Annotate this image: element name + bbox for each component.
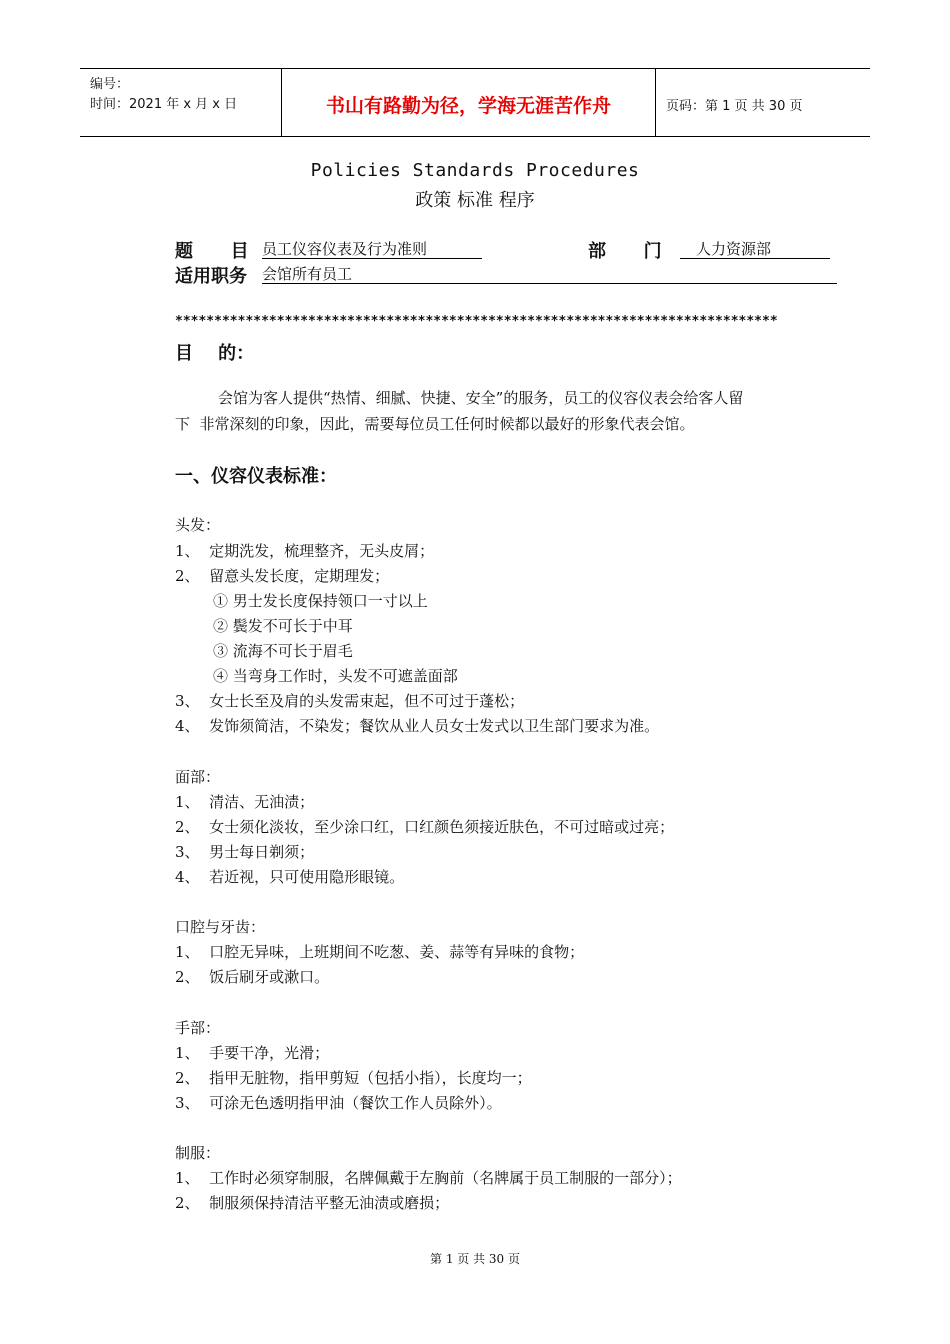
subject-value: 员工仪容仪表及行为准则 <box>262 238 482 259</box>
list-item: 2、 饭后刷牙或漱口。 <box>175 968 330 986</box>
list-item: 1、 手要干净，光滑； <box>175 1044 330 1062</box>
list-item: ① 男士发长度保持领口一寸以上 <box>213 592 428 610</box>
divider-stars: ***************************************************************************** <box>175 314 778 329</box>
hands-title: 手部： <box>175 1019 221 1037</box>
header-center-cell <box>281 69 656 136</box>
scope-label: 适用职务 <box>175 266 247 287</box>
purpose-heading: 目 的： <box>175 343 255 364</box>
mouth-title: 口腔与牙齿： <box>175 918 266 936</box>
purpose-text-line1: 会馆为客人提供“热情、细腻、快捷、安全”的服务，员工的仪容仪表会给客人留 <box>218 389 744 407</box>
page-label: 页码：第 1 页 共 30 页 <box>666 99 803 114</box>
page-footer: 第 1 页 共 30 页 <box>430 1252 520 1266</box>
list-item: 4、 发饰须简洁，不染发；餐饮从业人员女士发式以卫生部门要求为准。 <box>175 717 660 735</box>
list-item: 3、 女士长至及肩的头发需束起，但不可过于蓬松； <box>175 692 525 710</box>
header-table <box>80 68 870 137</box>
list-item: 3、 男士每日剃须； <box>175 843 315 861</box>
dept-label: 部 门 <box>588 241 662 262</box>
section1-heading: 一、仪容仪表标准： <box>175 466 337 487</box>
list-item: 2、 制服须保持清洁平整无油渍或磨损； <box>175 1194 450 1212</box>
list-item: 4、 若近视，只可使用隐形眼镜。 <box>175 868 405 886</box>
number-label: 编号： <box>90 77 130 92</box>
header-right-cell <box>656 69 870 136</box>
motto: 书山有路勤为径，学海无涯苦作舟 <box>325 95 611 117</box>
list-item: ③ 流海不可长于眉毛 <box>213 642 353 660</box>
uniform-title: 制服： <box>175 1144 221 1162</box>
title-english: Policies Standards Procedures <box>310 160 640 181</box>
title-chinese: 政策 标准 程序 <box>415 190 535 211</box>
face-title: 面部： <box>175 768 221 786</box>
list-item: 1、 清洁、无油渍； <box>175 793 315 811</box>
list-item: 2、 指甲无脏物，指甲剪短（包括小指），长度均一； <box>175 1069 532 1087</box>
scope-value: 会馆所有员工 <box>262 263 837 284</box>
list-item: 2、 留意头发长度，定期理发； <box>175 567 390 585</box>
hair-title: 头发： <box>175 516 221 534</box>
list-item: 1、 口腔无异味，上班期间不吃葱、姜、蒜等有异味的食物； <box>175 943 585 961</box>
list-item: 3、 可涂无色透明指甲油（餐饮工作人员除外）。 <box>175 1094 502 1112</box>
subject-label: 题 目 <box>175 241 249 262</box>
date-label: 时间：2021 年 x 月 x 日 <box>90 97 238 112</box>
list-item: 1、 工作时必须穿制服，名牌佩戴于左胸前（名牌属于员工制服的一部分）； <box>175 1169 682 1187</box>
purpose-text-line2: 下 非常深刻的印象，因此，需要每位员工任何时候都以最好的形象代表会馆。 <box>175 415 695 433</box>
list-item: 2、 女士须化淡妆，至少涂口红，口红颜色须接近肤色，不可过暗或过亮； <box>175 818 675 836</box>
list-item: ④ 当弯身工作时，头发不可遮盖面部 <box>213 667 458 685</box>
dept-value: 人力资源部 <box>680 238 830 259</box>
list-item: 1、 定期洗发，梳理整齐，无头皮屑； <box>175 542 435 560</box>
header-left-cell <box>80 69 280 136</box>
list-item: ② 鬓发不可长于中耳 <box>213 617 353 635</box>
